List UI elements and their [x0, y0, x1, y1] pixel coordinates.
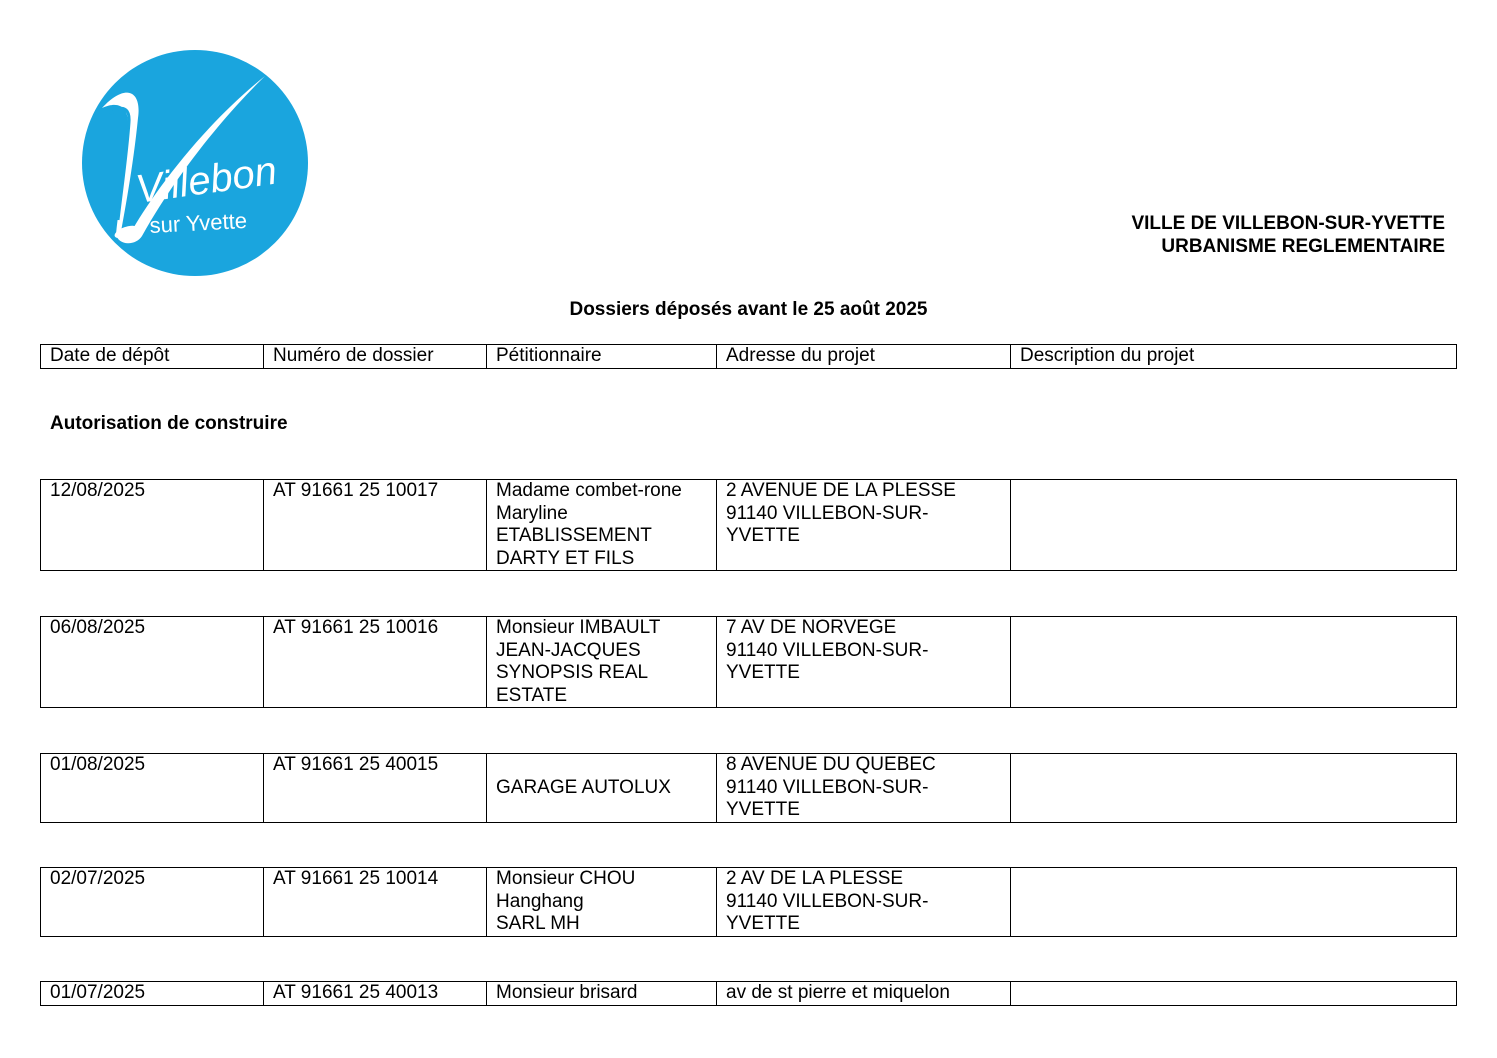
adresse-line: 91140 VILLEBON-SUR- — [726, 890, 929, 912]
document-title: Dossiers déposés avant le 25 août 2025 — [569, 299, 928, 320]
petitionnaire-line: SYNOPSIS REAL — [496, 662, 649, 683]
record-adresse — [717, 982, 1011, 1006]
record-adresse — [717, 868, 1011, 937]
record-numero: AT 91661 25 40015 — [264, 754, 487, 823]
record-date: 01/08/2025 — [41, 754, 264, 823]
record-adresse — [717, 617, 1011, 708]
column-header-adresse: Adresse du projet — [717, 345, 1011, 369]
record-table — [40, 867, 1457, 937]
petitionnaire-line: DARTY ET FILS — [496, 547, 635, 569]
petitionnaire-line: Monsieur brisard — [496, 982, 638, 1003]
petitionnaire-line: Monsieur IMBAULT — [496, 617, 661, 638]
record-petitionnaire — [487, 480, 717, 571]
record-description — [1011, 617, 1457, 708]
table-row — [41, 754, 1457, 823]
column-header-table — [40, 344, 1457, 369]
petitionnaire-line: Hanghang — [496, 890, 584, 912]
adresse-line: 2 AVENUE DE LA PLESSE — [726, 480, 956, 501]
organization-header — [1131, 212, 1445, 258]
adresse-line: 91140 VILLEBON-SUR- — [726, 776, 929, 798]
record-adresse — [717, 754, 1011, 823]
adresse-line: 91140 VILLEBON-SUR- — [726, 502, 929, 524]
record-date: 01/07/2025 — [41, 982, 264, 1006]
section-heading: Autorisation de construire — [50, 413, 288, 434]
record-table — [40, 616, 1457, 708]
record-petitionnaire — [487, 868, 717, 937]
record-date: 06/08/2025 — [41, 617, 264, 708]
record-date: 12/08/2025 — [41, 480, 264, 571]
record-description — [1011, 868, 1457, 937]
record-description — [1011, 982, 1457, 1006]
record-numero: AT 91661 25 10016 — [264, 617, 487, 708]
adresse-line: 8 AVENUE DU QUEBEC — [726, 754, 936, 775]
villebon-logo — [80, 48, 310, 278]
adresse-line: YVETTE — [726, 913, 800, 934]
petitionnaire-line — [496, 754, 716, 777]
record-petitionnaire — [487, 617, 717, 708]
record-numero: AT 91661 25 10017 — [264, 480, 487, 571]
petitionnaire-line: GARAGE AUTOLUX — [496, 776, 671, 798]
column-header-row — [41, 345, 1457, 369]
organization-name: VILLE DE VILLEBON-SUR-YVETTE — [1131, 213, 1445, 234]
petitionnaire-line: ESTATE — [496, 684, 568, 706]
petitionnaire-line: Monsieur CHOU — [496, 868, 636, 889]
adresse-line: av de st pierre et miquelon — [726, 982, 950, 1003]
record-numero: AT 91661 25 40013 — [264, 982, 487, 1006]
adresse-line: 7 AV DE NORVEGE — [726, 617, 897, 638]
record-description — [1011, 480, 1457, 571]
petitionnaire-line: Maryline — [496, 502, 568, 524]
adresse-line: 91140 VILLEBON-SUR- — [726, 639, 929, 661]
record-table — [40, 981, 1457, 1006]
column-header-date: Date de dépôt — [41, 345, 264, 369]
record-description — [1011, 754, 1457, 823]
adresse-line: YVETTE — [726, 799, 800, 820]
petitionnaire-line: Madame combet-rone — [496, 480, 682, 501]
record-numero: AT 91661 25 10014 — [264, 868, 487, 937]
organization-department: URBANISME REGLEMENTAIRE — [1161, 236, 1445, 257]
column-header-numero: Numéro de dossier — [264, 345, 487, 369]
logo-subtitle: sur Yvette — [148, 207, 248, 238]
adresse-line: YVETTE — [726, 525, 800, 546]
petitionnaire-line: JEAN-JACQUES — [496, 639, 641, 661]
record-table — [40, 479, 1457, 571]
petitionnaire-line: SARL MH — [496, 913, 580, 934]
record-adresse — [717, 480, 1011, 571]
table-row — [41, 982, 1457, 1006]
petitionnaire-line: ETABLISSEMENT — [496, 525, 652, 546]
record-petitionnaire — [487, 982, 717, 1006]
record-petitionnaire — [487, 754, 717, 823]
table-row — [41, 617, 1457, 708]
column-header-description: Description du projet — [1011, 345, 1457, 369]
record-date: 02/07/2025 — [41, 868, 264, 937]
column-header-petitionnaire: Pétitionnaire — [487, 345, 717, 369]
logo-word: Villebon — [133, 148, 280, 212]
table-row — [41, 480, 1457, 571]
record-table — [40, 753, 1457, 823]
adresse-line: 2 AV DE LA PLESSE — [726, 868, 904, 889]
table-row — [41, 868, 1457, 937]
adresse-line: YVETTE — [726, 662, 800, 683]
